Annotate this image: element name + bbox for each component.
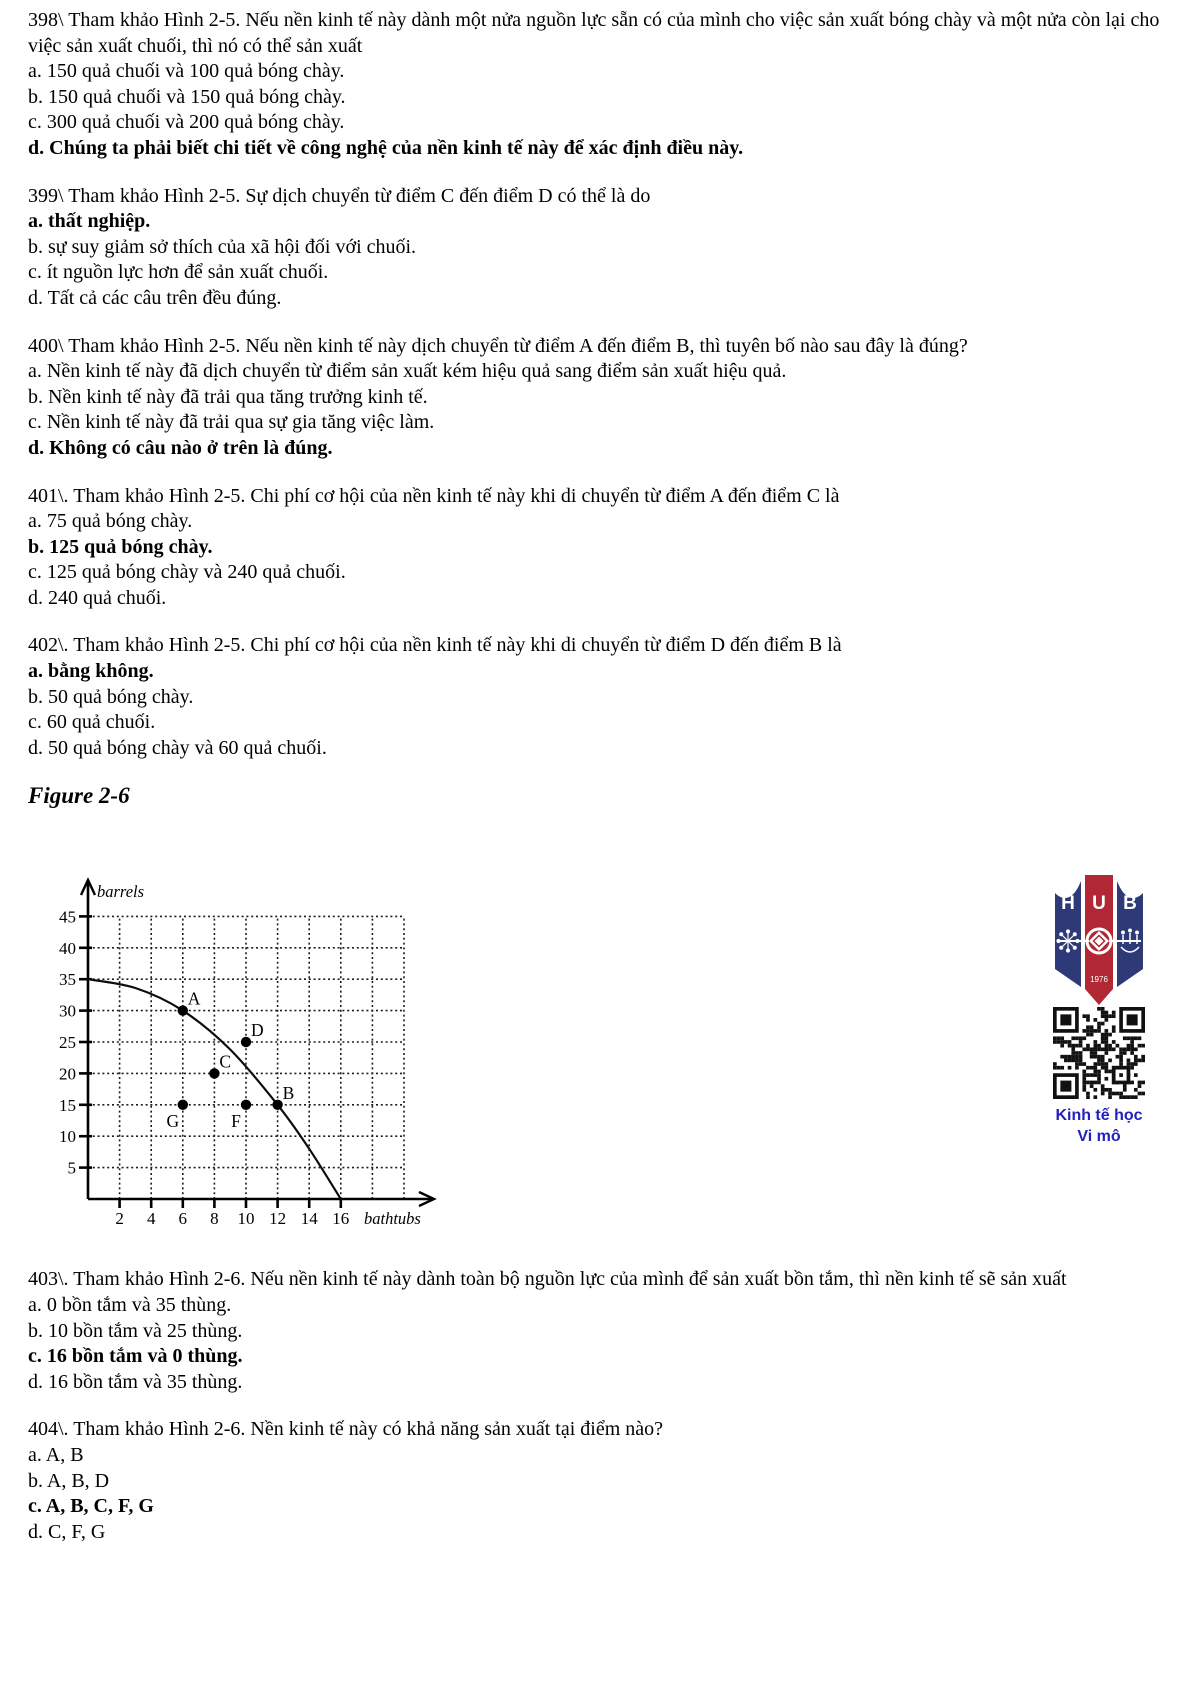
question-option: b. 10 bồn tắm và 25 thùng. [28,1319,243,1342]
questions-top [28,8,1160,761]
question-stem: 398\ Tham khảo Hình 2-5. Nếu nền kinh tế này dành một nửa nguồn lực sẵn có của mình cho việc sản xuất bóng chày và một nửa còn lại cho việc sản xuất chuối, thì nó có thể sản xuất [28,9,1160,57]
logo-letter-b: B [1123,893,1137,915]
question-403 [28,1267,1160,1395]
question-option: a. A, B [28,1444,84,1466]
question-stem: 399\ Tham khảo Hình 2-5. Sự dịch chuyển từ điểm C đến điểm D có thể là do [28,184,651,207]
question-stem: 404\. Tham khảo Hình 2-6. Nền kinh tế này có khả năng sản xuất tại điểm nào? [28,1418,664,1441]
svg-text:15: 15 [59,1096,76,1116]
question-option: b. A, B, D [28,1469,110,1492]
svg-text:bathtubs: bathtubs [364,1209,421,1229]
svg-text:8: 8 [210,1209,219,1229]
svg-text:12: 12 [269,1209,287,1229]
question-option: a. thất nghiệp. [28,210,151,233]
question-402 [28,633,1160,761]
question-option: a. 150 quả chuối và 100 quả bóng chày. [28,60,345,83]
question-option: b. Nền kinh tế này đã trải qua tăng trưởng kinh tế. [28,385,428,408]
svg-text:G: G [166,1111,180,1132]
question-option: c. ít nguồn lực hơn để sản xuất chuối. [28,261,329,284]
svg-text:30: 30 [59,1002,76,1022]
question-stem: 400\ Tham khảo Hình 2-5. Nếu nền kinh tế này dịch chuyển từ điểm A đến điểm B, thì tuyên bố nào sau đây là đúng? [28,334,968,357]
svg-text:6: 6 [178,1209,188,1229]
figure-title: Figure 2-6 [28,783,130,809]
svg-text:B: B [282,1083,295,1104]
question-stem: 401\. Tham khảo Hình 2-5. Chi phí cơ hội của nền kinh tế này khi di chuyển từ điểm A đến điểm C là [28,484,840,507]
question-option: c. 300 quả chuối và 200 quả bóng chày. [28,111,345,134]
svg-text:45: 45 [59,907,76,927]
svg-text:F: F [231,1111,241,1132]
question-option: d. 50 quả bóng chày và 60 quả chuối. [28,736,327,759]
svg-text:A: A [187,989,201,1010]
question-stem: 402\. Tham khảo Hình 2-5. Chi phí cơ hội của nền kinh tế này khi di chuyển từ điểm D đến điểm B là [28,634,842,657]
logo-year: 1976 [1090,975,1108,985]
question-404 [28,1417,1160,1545]
question-option: c. Nền kinh tế này đã trải qua sự gia tăng việc làm. [28,411,435,434]
questions-bottom [28,1267,1160,1545]
question-399 [28,184,1160,312]
brand-column [1049,869,1149,1147]
question-option: c. 16 bồn tắm và 0 thùng. [28,1345,243,1368]
question-option: d. Tất cả các câu trên đều đúng. [28,286,282,309]
svg-text:16: 16 [332,1209,350,1229]
question-option: d. C, F, G [28,1520,106,1543]
question-option: c. A, B, C, F, G [28,1495,154,1518]
question-option: d. 240 quả chuối. [28,586,167,609]
question-option: a. bằng không. [28,660,154,683]
logo-emblem [1087,929,1111,953]
question-option: a. 0 bồn tắm và 35 thùng. [28,1294,232,1317]
svg-text:D: D [251,1020,264,1041]
svg-text:10: 10 [59,1127,76,1147]
qr-code [1053,1007,1145,1099]
svg-text:5: 5 [67,1159,76,1179]
question-398 [28,8,1160,162]
logo-network-icon [1057,930,1079,952]
question-400 [28,334,1160,462]
question-stem: 403\. Tham khảo Hình 2-6. Nếu nền kinh tế này dành toàn bộ nguồn lực của mình để sản xuất bồn tắm, thì nền kinh tế sẽ sản xuất [28,1268,1067,1291]
ppf-chart [50,847,450,1237]
question-option: c. 125 quả bóng chày và 240 quả chuối. [28,561,346,584]
question-option: a. Nền kinh tế này đã dịch chuyển từ điểm sản xuất kém hiệu quả sang điểm sản xuất hiệu quả. [28,360,787,383]
brand-caption [1049,1105,1149,1147]
logo-letter-h: H [1061,893,1075,915]
figure-block [28,783,1160,1261]
question-option: d. Không có câu nào ở trên là đúng. [28,436,333,459]
svg-text:40: 40 [59,939,76,959]
svg-text:C: C [219,1051,232,1072]
svg-text:10: 10 [237,1209,255,1229]
question-option: b. sự suy giảm sở thích của xã hội đối với chuối. [28,235,417,258]
brand-caption-line2: Vi mô [1077,1128,1121,1146]
svg-text:35: 35 [59,970,76,990]
svg-text:barrels: barrels [97,882,145,902]
question-option: d. Chúng ta phải biết chi tiết về công nghệ của nền kinh tế này để xác định điều này. [28,136,744,159]
hub-logo [1053,869,1145,1007]
question-option: a. 75 quả bóng chày. [28,510,193,533]
question-option: b. 50 quả bóng chày. [28,685,194,708]
svg-text:14: 14 [300,1209,318,1229]
brand-caption-line1: Kinh tế học [1055,1107,1143,1125]
svg-text:2: 2 [115,1209,124,1229]
svg-text:4: 4 [146,1209,156,1229]
question-option: b. 150 quả chuối và 150 quả bóng chày. [28,85,346,108]
question-option: b. 125 quả bóng chày. [28,535,213,558]
question-option: d. 16 bồn tắm và 35 thùng. [28,1370,243,1393]
question-option: c. 60 quả chuối. [28,711,156,734]
logo-letter-u: U [1092,893,1106,915]
question-401 [28,484,1160,612]
svg-text:25: 25 [59,1033,76,1053]
svg-text:20: 20 [59,1064,76,1084]
